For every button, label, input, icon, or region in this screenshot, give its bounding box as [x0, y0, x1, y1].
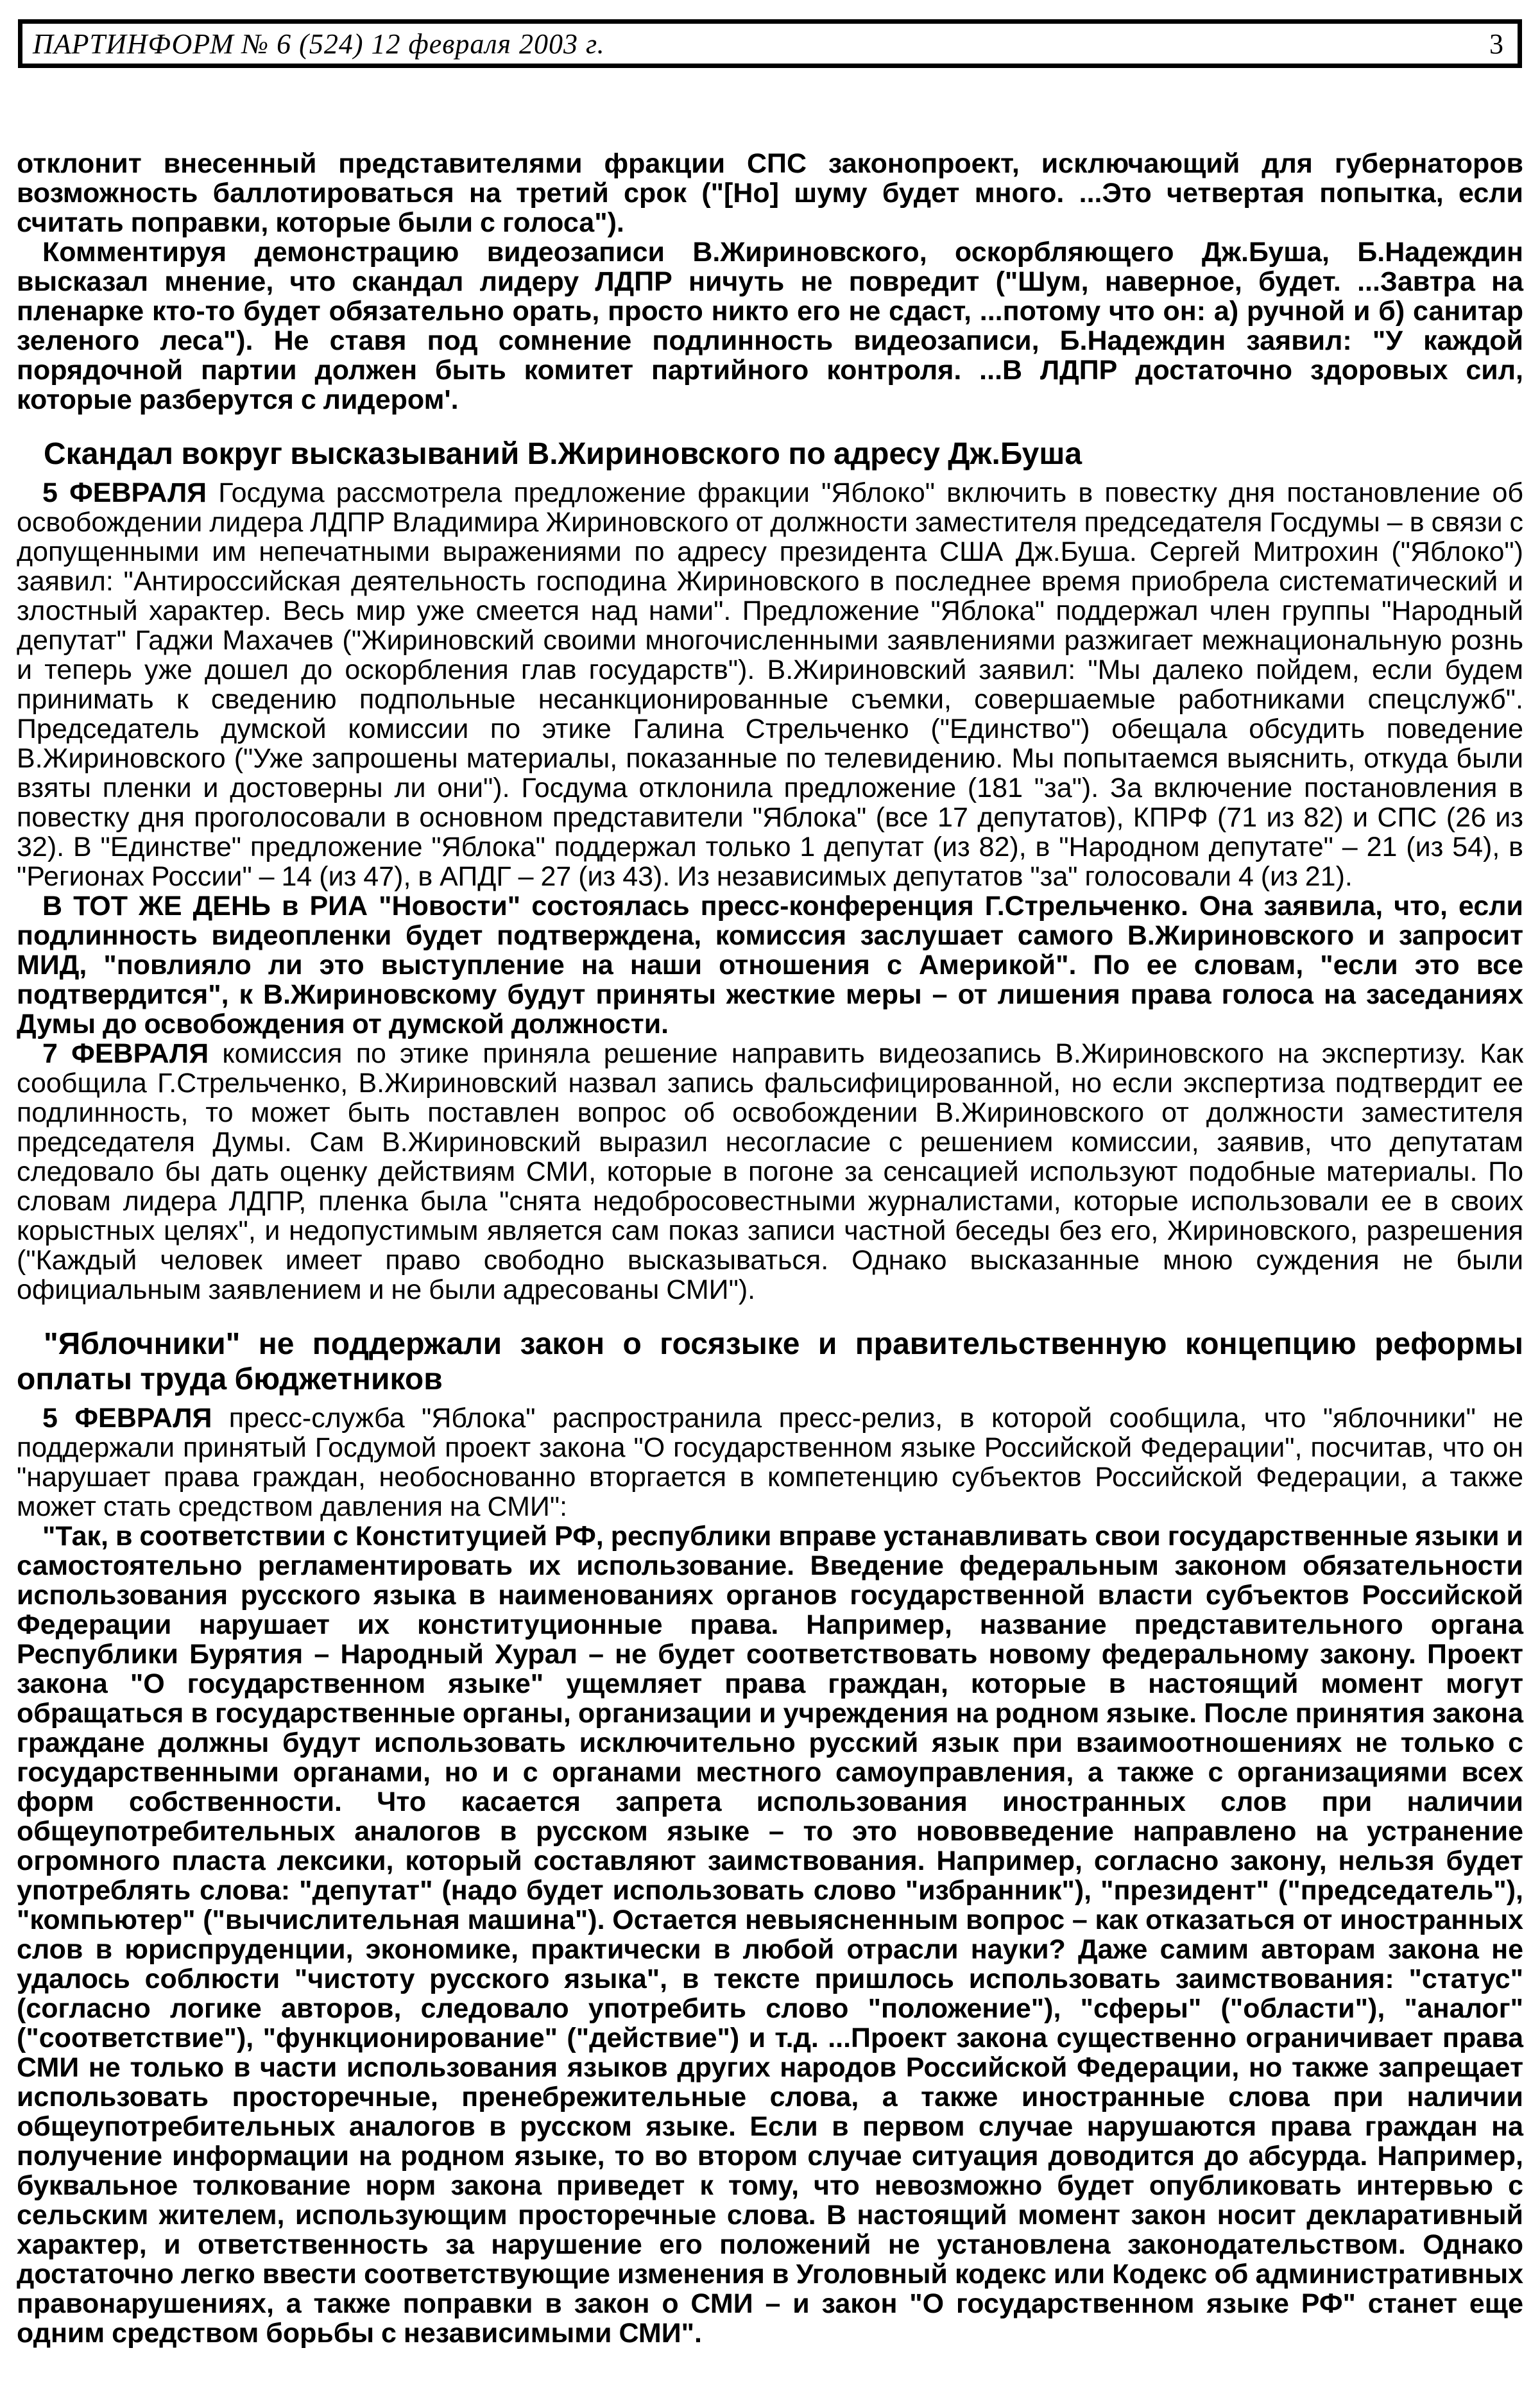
paragraph: В ТОТ ЖЕ ДЕНЬ в РИА "Новости" состоялась пресс-конференция Г.Стрельченко. Она заявила, что, если подлинность видеопленки будет подтверждена, комиссия заслушает самого В.Жириновского и запросит МИД, "повлияло ли это выступление на наши отношения с Америкой". По ее словам, "если это все подтвердится", к В.Жириновскому будут приняты жесткие меры – от лишения права голоса на заседаниях Думы до освобождения от думской должности. — [17, 891, 1523, 1040]
paragraph: "Так, в соответствии с Конституцией РФ, республики вправе устанавливать свои государственные языки и самостоятельно регламентировать их использование. Введение федеральным законом обязательности использования русского языка в наименованиях органов государственной власти субъектов Российской Федерации нарушает их конституционные права. Например, название представительного органа Республики Бурятия – Народный Хурал – не будет соответствовать новому федеральному закону. Проект закона "О государственном языке" ущемляет права граждан, которые в настоящий момент могут обращаться в государственные органы, организации и учреждения на родном языке. После принятия закона граждане должны будут использовать исключительно русский язык при взаимоотношениях не только с государственными органами, но и с органами местного самоуправления, а также с организациями всех форм собственности. Что касается запрета использования иностранных слов при наличии общеупотребительных аналогов в русском языке – то это нововведение направлено на устранение огромного пласта лексики, который составляют заимствования. Например, согласно закону, нельзя будет употреблять слова: "депутат" (надо будет использовать слово "избранник"), "президент" ("председатель"), "компьютер" ("вычислительная машина"). Остается невыясненным вопрос – как отказаться от иностранных слов в юриспруденции, экономике, практически в любой отрасли науки? Даже самим авторам закона не удалось соблюсти "чистоту русского языка", в тексте пришлось использовать заимствования: "статус" (согласно логике авторов, следовало употребить слово "положение"), "сферы" ("области"), "аналог" ("соответствие"), "функционирование" ("действие") и т.д. ...Проект закона существенно ограничивает права СМИ не только в части использования языков других народов Российской Федерации, но также запрещает использовать просторечные, пренебрежительные слова, а также иностранные слова при наличии общеупотребительных аналогов в русском языке. Если в первом случае нарушаются права граждан на получение информации на родном языке, то во втором случае ситуация доводится до абсурда. Например, буквальное толкование норм закона приведет к тому, что невозможно будет опубликовать интервью с сельским жителем, использующим просторечные слова. В настоящий момент закон носит декларативный характер, и ответственность за нарушение его положений не установлена законодательством. Однако достаточно легко ввести соответствующие изменения в Уголовный кодекс или Кодекс об административных правонарушениях, а также поправки в закон о СМИ – и закон "О государственном языке РФ" станет еще одним средством борьбы с независимыми СМИ". — [17, 1521, 1523, 2349]
paragraph-lead: 5 ФЕВРАЛЯ — [42, 1403, 212, 1434]
article-body — [17, 68, 1523, 2348]
newsletter-title: ПАРТИНФОРМ № 6 (524) 12 февраля 2003 г. — [33, 28, 605, 60]
paragraph-lead: 5 ФЕВРАЛЯ — [42, 477, 207, 508]
section-heading: Скандал вокруг высказываний В.Жириновского по адресу Дж.Буша — [44, 437, 1082, 471]
paragraph: 5 ФЕВРАЛЯ пресс-служба "Яблока" распространила пресс-релиз, в которой сообщила, что "яблочники" не поддержали принятый Госдумой проект закона "О государственном языке Российской Федерации", посчитав, что он "нарушает права граждан, необоснованно вторгается в компетенцию субъектов Российской Федерации, а также может стать средством давления на СМИ": — [17, 1403, 1523, 1522]
page-number: 3 — [1489, 28, 1503, 60]
paragraph: Комментируя демонстрацию видеозаписи В.Жириновского, оскорбляющего Дж.Буша, Б.Надеждин высказал мнение, что скандал лидеру ЛДПР ничуть не повредит ("Шум, наверное, будет. ...Завтра на пленарке кто-то будет обязательно орать, просто никто его не сдаст, ...потому что он: а) ручной и б) санитар зеленого леса"). Не ставя под сомнение подлинность видеозаписи, Б.Надеждин заявил: "У каждой порядочной партии должен быть комитет партийного контроля. ...В ЛДПР достаточно здоровых сил, которые разберутся с лидером'. — [17, 237, 1523, 415]
paragraph: отклонит внесенный представителями фракции СПС законопроект, исключающий для губернаторов возможность баллотироваться на третий срок ("[Но] шуму будет много. ...Это четвертая попытка, если считать поправки, которые были с голоса"). — [17, 148, 1523, 238]
page-header — [18, 19, 1522, 68]
paragraph-lead: 7 ФЕВРАЛЯ — [42, 1038, 209, 1069]
paragraph: 7 ФЕВРАЛЯ комиссия по этике приняла решение направить видеозапись В.Жириновского на экспертизу. Как сообщила Г.Стрельченко, В.Жириновский назвал запись фальсифицированной, но если экспертиза подтвердит ее подлинность, то может быть поставлен вопрос об освобождении В.Жириновского от должности заместителя председателя Думы. Сам В.Жириновский выразил несогласие с решением комиссии, заявив, что депутатам следовало бы дать оценку действиям СМИ, которые в погоне за сенсацией используют подобные материалы. По словам лидера ЛДПР, пленка была "снята недобросовестными журналистами, которые использовали ее в своих корыстных целях", и недопустимым является сам показ записи частной беседы без его, Жириновского, разрешения ("Каждый человек имеет право свободно высказываться. Однако высказанные мною суждения не были официальным заявлением и не были адресованы СМИ"). — [17, 1038, 1523, 1305]
paragraph-lead: В ТОТ ЖЕ ДЕНЬ — [42, 891, 271, 921]
paragraph: 5 ФЕВРАЛЯ Госдума рассмотрела предложение фракции "Яблоко" включить в повестку дня постановление об освобождении лидера ЛДПР Владимира Жириновского от должности заместителя председателя Госдумы – в связи с допущенными им непечатными выражениями по адресу президента США Дж.Буша. Сергей Митрохин ("Яблоко") заявил: "Антироссийская деятельность господина Жириновского в последнее время приобрела систематический и злостный характер. Весь мир уже смеется над нами". Предложение "Яблока" поддержал член группы "Народный депутат" Гаджи Махачев ("Жириновский своими многочисленными заявлениями разжигает межнациональную рознь и теперь уже дошел до оскорбления глав государств"). В.Жириновский заявил: "Мы далеко пойдем, если будем принимать к сведению подпольные несанкционированные съемки, совершаемые работниками спецслужб". Председатель думской комиссии по этике Галина Стрельченко ("Единство") обещала обсудить поведение В.Жириновского ("Уже запрошены материалы, показанные по телевидению. Мы попытаемся выяснить, откуда были взяты пленки и достоверны ли они"). Госдума отклонила предложение (181 "за"). За включение постановления в повестку дня проголосовали в основном представители "Яблока" (все 17 депутатов), КПРФ (71 из 82) и СПС (26 из 32). В "Единстве" предложение "Яблока" поддержал только 1 депутат (из 82), в "Народном депутате" – 21 (из 54), в "Регионах России" – 14 (из 47), в АПДГ – 27 (из 43). Из независимых депутатов "за" голосовали 4 (из 21). — [17, 477, 1523, 892]
section-heading: "Яблочники" не поддержали закон о госязыке и правительственную концепцию реформы оплаты труда бюджетников — [17, 1327, 1523, 1396]
